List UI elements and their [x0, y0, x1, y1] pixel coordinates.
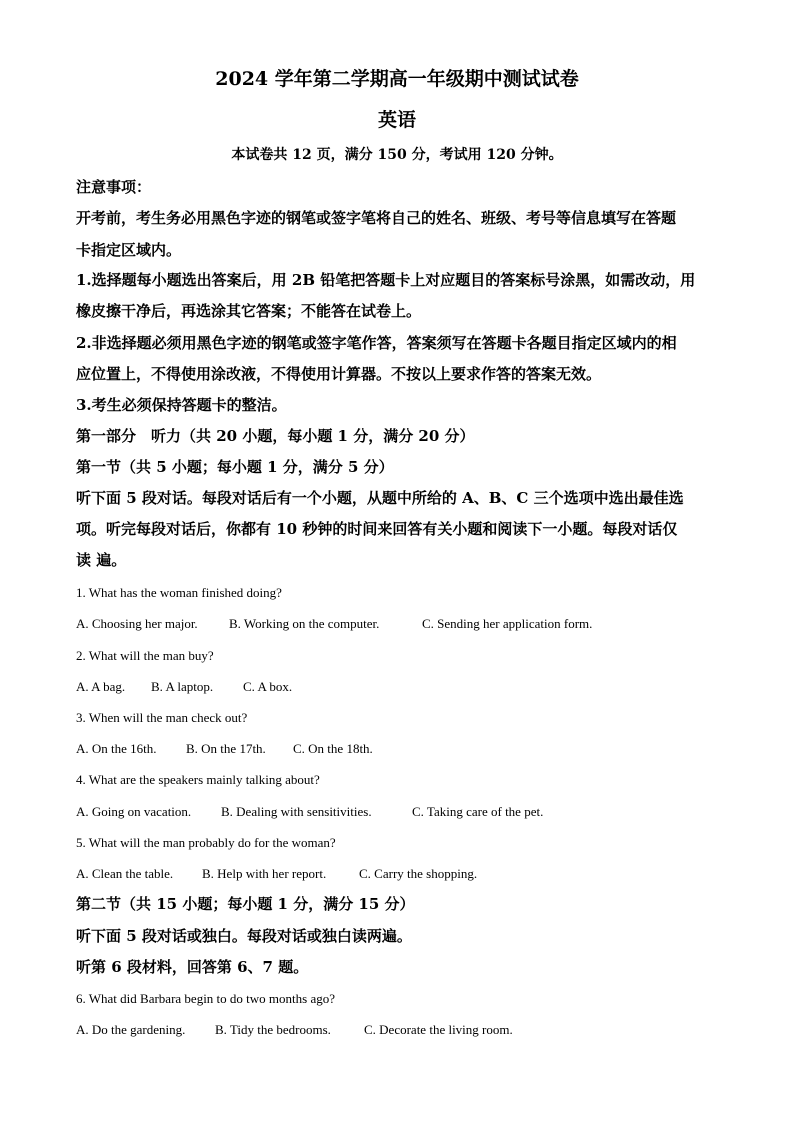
section2-instruction: 听下面 5 段对话或独白。每段对话或独白读两遍。: [76, 927, 412, 945]
option-b: B. Working on the computer.: [229, 616, 380, 631]
option-b: B. Tidy the bedrooms.: [215, 1022, 331, 1037]
options-1: [76, 617, 592, 630]
exam-subject: 英语: [377, 109, 416, 131]
option-c: C. A box.: [243, 679, 293, 694]
section1-instruction: 读 遍。: [76, 551, 127, 569]
option-c: C. Sending her application form.: [422, 616, 593, 631]
option-a: A. Clean the table.: [76, 866, 174, 881]
option-c: C. On the 18th.: [293, 741, 373, 756]
notice-line: 橡皮擦干净后，再选涂其它答案；不能答在试卷上。: [76, 302, 422, 320]
option-b: B. Dealing with sensitivities.: [221, 804, 372, 819]
notice-line: 卡指定区域内。: [76, 241, 182, 259]
notice-heading: 注意事项：: [76, 178, 152, 196]
exam-title: 2024 学年第二学期高一年级期中测试试卷: [215, 68, 579, 90]
options-6: [76, 1023, 513, 1036]
option-c: C. Decorate the living room.: [364, 1022, 513, 1037]
option-a: A. Choosing her major.: [76, 616, 198, 631]
options-2: [76, 680, 292, 693]
question-3: 3. When will the man check out?: [76, 710, 248, 725]
question-1: 1. What has the woman finished doing?: [76, 585, 282, 600]
notice-line: 应位置上，不得使用涂改液，不得使用计算器。不按以上要求作答的答案无效。: [76, 365, 602, 383]
section1-heading: 第一节（共 5 小题；每小题 1 分，满分 5 分）: [76, 458, 394, 476]
section1-instruction: 项。听完每段对话后，你都有 10 秒钟的时间来回答有关小题和阅读下一小题。每段对话仅: [76, 520, 678, 538]
options-3: [76, 742, 373, 755]
section1-instruction: 听下面 5 段对话。每段对话后有一个小题，从题中所给的 A、B、C 三个选项中选出最佳选: [76, 489, 684, 507]
options-5: [76, 867, 477, 880]
option-c: C. Taking care of the pet.: [412, 804, 544, 819]
question-2: 2. What will the man buy?: [76, 648, 214, 663]
option-c: C. Carry the shopping.: [359, 866, 478, 881]
notice-line: 1.选择题每小题选出答案后，用 2B 铅笔把答题卡上对应题目的答案标号涂黑，如需改动，用: [76, 271, 696, 289]
part1-heading: 第一部分 听力（共 20 小题，每小题 1 分，满分 20 分）: [76, 427, 475, 445]
exam-info: 本试卷共 12 页，满分 150 分，考试用 120 分钟。: [231, 147, 563, 163]
option-a: A. On the 16th.: [76, 741, 157, 756]
option-b: B. On the 17th.: [186, 741, 266, 756]
option-b: B. Help with her report.: [202, 866, 327, 881]
notice-line: 3.考生必须保持答题卡的整洁。: [76, 396, 287, 414]
question-6: 6. What did Barbara begin to do two months ago?: [76, 991, 335, 1006]
option-a: A. Do the gardening.: [76, 1022, 186, 1037]
section2-material: 听第 6 段材料，回答第 6、7 题。: [76, 958, 309, 976]
section2-heading: 第二节（共 15 小题；每小题 1 分，满分 15 分）: [76, 895, 415, 913]
notice-line: 开考前，考生务必用黑色字迹的钢笔或签字笔将自己的姓名、班级、考号等信息填写在答题: [76, 209, 677, 227]
notice-line: 2.非选择题必须用黑色字迹的钢笔或签字笔作答，答案须写在答题卡各题目指定区域内的相: [76, 334, 677, 352]
options-4: [76, 805, 543, 818]
question-4: 4. What are the speakers mainly talking about?: [76, 772, 320, 787]
option-b: B. A laptop.: [151, 679, 214, 694]
option-a: A. Going on vacation.: [76, 804, 192, 819]
option-a: A. A bag.: [76, 679, 126, 694]
question-5: 5. What will the man probably do for the woman?: [76, 835, 336, 850]
